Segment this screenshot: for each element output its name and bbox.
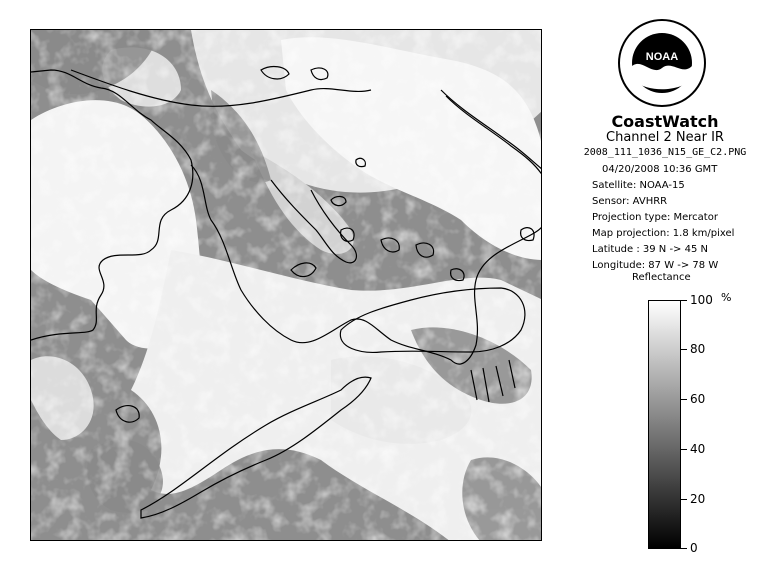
noaa-emblem-icon [617,18,707,108]
colorbar-tick [681,349,687,350]
colorbar-tick-label: 20 [690,492,706,506]
noaa-logo [617,18,707,108]
latitude-range: Latitude : 39 N -> 45 N [592,244,708,255]
colorbar-tick [681,499,687,500]
colorbar-tick-label: 40 [690,442,706,456]
satellite: Satellite: NOAA-15 [592,180,685,191]
cloud-texture [31,30,542,541]
sensor: Sensor: AVHRR [592,196,668,207]
datetime: 04/20/2008 10:36 GMT [602,164,718,175]
colorbar-tick-label: 0 [690,541,698,555]
channel-label: Channel 2 Near IR [606,130,724,145]
map-svg [31,30,542,541]
satellite-image [30,29,542,541]
colorbar-tick [681,548,687,549]
logo-text: NOAA [645,51,679,63]
longitude-range: Longitude: 87 W -> 78 W [592,260,719,271]
colorbar-unit: % [721,291,732,304]
map-projection: Map projection: 1.8 km/pixel [592,228,735,239]
colorbar-tick [681,449,687,450]
colorbar-tick [681,399,687,400]
colorbar-tick [681,300,687,301]
projection-type: Projection type: Mercator [592,212,718,223]
filename: 2008_111_1036_N15_GE_C2.PNG [583,147,747,158]
colorbar-title: Reflectance [632,272,691,283]
colorbar-tick-label: 80 [690,342,706,356]
reflectance-colorbar [648,300,681,549]
brand-title: CoastWatch [611,112,719,131]
colorbar-tick-label: 60 [690,392,706,406]
colorbar-tick-label: 100 [690,293,713,307]
